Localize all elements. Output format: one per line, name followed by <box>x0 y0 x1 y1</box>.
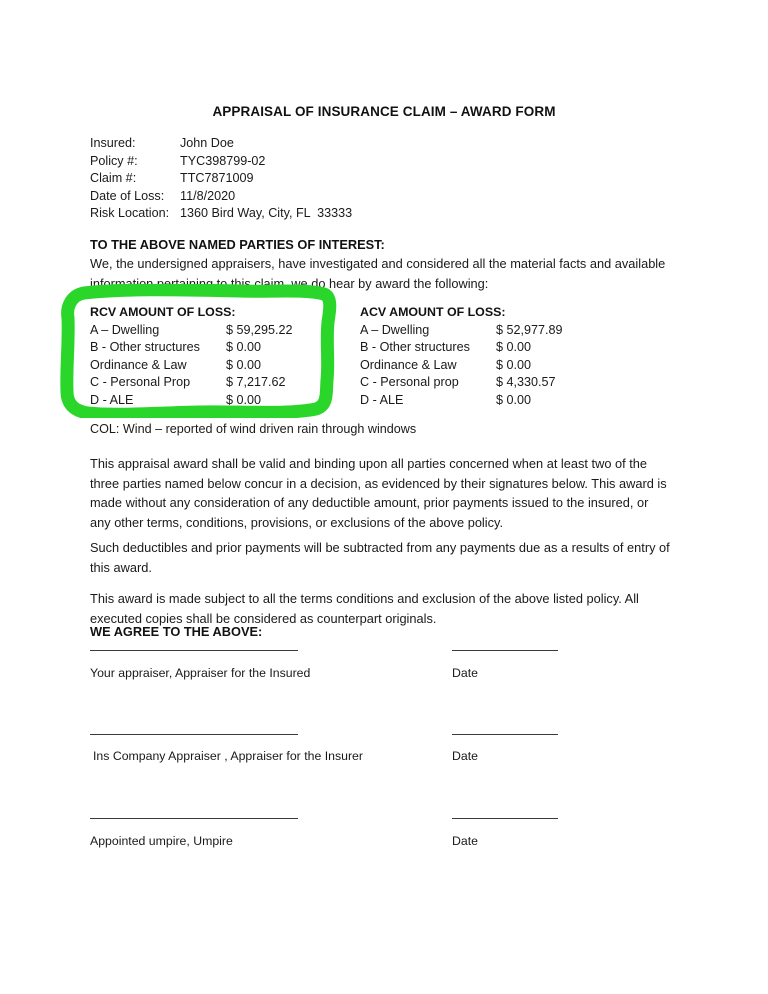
date-label-insurer-appraiser: Date <box>452 749 478 763</box>
rcv-label-ordinance-law: Ordinance & Law <box>90 357 187 372</box>
award-paragraph-1: This appraisal award shall be valid and binding upon all parties concerned when at least two of the three parties named below concur in a decision, as evidenced by their signatures below. This award is made without any consideration of any deductible amount, prior payments issued to the insured, or any other terms, conditions, provisions, or exclusions of the above policy. <box>90 456 667 530</box>
rcv-row-personal-prop <box>90 374 330 391</box>
rcv-heading: RCV AMOUNT OF LOSS: <box>90 305 236 319</box>
signature-label-umpire: Appointed umpire, Umpire <box>90 834 233 848</box>
acv-value-ale: $ 0.00 <box>496 392 532 407</box>
parties-of-interest-body: We, the undersigned appraisers, have investigated and considered all the material facts and available information pertaining to this claim, we do hear by award the following: <box>90 256 666 291</box>
date-line-insurer-appraiser[interactable] <box>452 734 558 735</box>
we-agree-heading: WE AGREE TO THE ABOVE: <box>90 624 263 639</box>
acv-row-ordinance-law <box>360 357 620 374</box>
meta-row-risk-location <box>90 206 610 224</box>
meta-label-date-of-loss: Date of Loss: <box>90 188 165 203</box>
rcv-value-dwelling: $ 59,295.22 <box>226 323 293 337</box>
meta-row-insured <box>90 136 610 154</box>
rcv-label-personal-prop: C - Personal Prop <box>90 375 191 390</box>
acv-label-ordinance-law: Ordinance & Law <box>360 357 457 372</box>
date-line-insured-appraiser[interactable] <box>452 650 558 651</box>
acv-row-dwelling <box>360 322 620 339</box>
award-paragraph-2: Such deductibles and prior payments will be subtracted from any payments due as a results of entry of this award. <box>90 540 670 575</box>
page-title: APPRAISAL OF INSURANCE CLAIM – AWARD FORM <box>212 104 556 119</box>
rcv-row-dwelling <box>90 322 330 339</box>
rcv-label-ale: D - ALE <box>90 392 134 407</box>
cause-of-loss-line: COL: Wind – reported of wind driven rain through windows <box>90 422 417 436</box>
rcv-value-personal-prop: $ 7,217.62 <box>226 375 286 390</box>
acv-row-ale <box>360 392 620 409</box>
meta-value-claim-number: TTC7871009 <box>180 171 254 186</box>
rcv-row-ordinance-law <box>90 357 330 374</box>
acv-row-other-structures <box>360 339 620 356</box>
rcv-row-ale <box>90 392 330 409</box>
rcv-value-ale: $ 0.00 <box>226 392 262 407</box>
meta-label-risk-location: Risk Location: <box>90 206 170 221</box>
rcv-label-dwelling: A – Dwelling <box>90 323 160 337</box>
signature-label-insurer-appraiser: Ins Company Appraiser , Appraiser for the Insurer <box>93 749 363 763</box>
meta-row-claim-number <box>90 171 610 189</box>
acv-row-personal-prop <box>360 374 620 391</box>
acv-heading: ACV AMOUNT OF LOSS: <box>360 305 506 319</box>
date-label-umpire: Date <box>452 834 478 848</box>
acv-value-ordinance-law: $ 0.00 <box>496 357 532 372</box>
rcv-amount-column <box>90 304 330 409</box>
meta-value-risk-location: 1360 Bird Way, City, FL 33333 <box>180 206 353 221</box>
rcv-value-ordinance-law: $ 0.00 <box>226 357 262 372</box>
rcv-value-other-structures: $ 0.00 <box>226 340 262 355</box>
parties-of-interest-section <box>90 236 670 293</box>
signature-line-insured-appraiser[interactable] <box>90 650 298 651</box>
signature-line-insurer-appraiser[interactable] <box>90 734 298 735</box>
acv-value-other-structures: $ 0.00 <box>496 340 532 355</box>
rcv-label-other-structures: B - Other structures <box>90 340 200 355</box>
rcv-row-other-structures <box>90 339 330 356</box>
claim-meta-block <box>90 136 610 224</box>
acv-value-dwelling: $ 52,977.89 <box>496 323 563 337</box>
meta-row-policy-number <box>90 154 610 172</box>
acv-label-dwelling: A – Dwelling <box>360 323 430 337</box>
meta-label-claim-number: Claim #: <box>90 171 137 186</box>
meta-value-policy-number: TYC398799-02 <box>180 153 266 168</box>
acv-value-personal-prop: $ 4,330.57 <box>496 375 556 390</box>
meta-value-insured: John Doe <box>180 136 234 150</box>
acv-amount-column <box>360 304 620 409</box>
date-line-umpire[interactable] <box>452 818 558 819</box>
meta-label-policy-number: Policy #: <box>90 153 138 168</box>
date-label-insured-appraiser: Date <box>452 666 478 680</box>
meta-row-date-of-loss <box>90 189 610 207</box>
meta-label-insured: Insured: <box>90 136 136 150</box>
acv-label-ale: D - ALE <box>360 392 404 407</box>
amounts-section <box>0 304 768 407</box>
parties-of-interest-heading: TO THE ABOVE NAMED PARTIES OF INTEREST: <box>90 237 385 252</box>
signature-line-umpire[interactable] <box>90 818 298 819</box>
meta-value-date-of-loss: 11/8/2020 <box>180 188 236 203</box>
acv-label-personal-prop: C - Personal prop <box>360 375 459 390</box>
acv-label-other-structures: B - Other structures <box>360 340 470 355</box>
signature-label-insured-appraiser: Your appraiser, Appraiser for the Insured <box>90 666 311 680</box>
award-paragraph-3: This award is made subject to all the terms conditions and exclusion of the above listed policy. All executed copies shall be considered as counterpart originals. <box>90 591 639 626</box>
